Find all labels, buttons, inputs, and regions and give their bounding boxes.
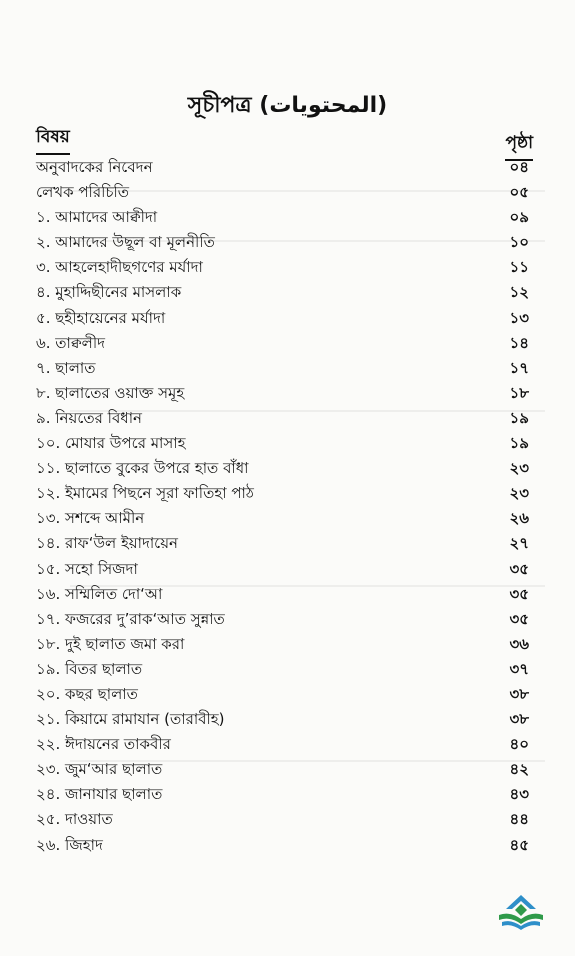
toc-entry xyxy=(0,430,575,455)
toc-entry-page: ৪৫ xyxy=(509,835,529,854)
toc-entry xyxy=(0,305,575,330)
toc-entry-label: ৬. তাক্বলীদ xyxy=(36,333,106,352)
toc-entry xyxy=(0,380,575,405)
toc-entry-page: ৩৭ xyxy=(509,659,529,678)
toc-entry-page: ৩৫ xyxy=(509,609,529,628)
toc-entry-label: ৪. মুহাদ্দিছীনের মাসলাক xyxy=(36,283,182,302)
toc-entry xyxy=(0,254,575,279)
toc-entry-page: ২৩ xyxy=(509,459,529,478)
book-logo-icon xyxy=(496,891,546,933)
toc-entry xyxy=(0,405,575,430)
toc-entry xyxy=(0,656,575,681)
toc-entry-page: ১৩ xyxy=(509,308,529,327)
toc-entry-page: ৪৪ xyxy=(509,810,529,829)
toc-entry-label: ৩. আহলেহাদীছগণের মর্যাদা xyxy=(36,258,203,277)
toc-entry-label: ৫. ছহীহায়েনের মর্যাদা xyxy=(36,308,166,327)
page-header: পৃষ্ঠা xyxy=(505,130,533,161)
toc-entry xyxy=(0,706,575,731)
toc-entry-page: ০৯ xyxy=(509,208,529,227)
toc-entry xyxy=(0,606,575,631)
toc-entry xyxy=(0,832,575,857)
toc-entry-page: ০৪ xyxy=(509,158,529,176)
toc-entry xyxy=(0,530,575,555)
toc-entry xyxy=(0,355,575,380)
toc-entry-page: ১২ xyxy=(509,283,529,302)
toc-entry xyxy=(0,781,575,806)
toc-entry-page: ২৩ xyxy=(509,484,529,503)
toc-entry-page: ৩৬ xyxy=(509,634,529,653)
toc-entry xyxy=(0,581,575,606)
toc-entry-page: ৩৮ xyxy=(509,710,529,729)
toc-entry xyxy=(0,731,575,756)
toc-entry-label: ২. আমাদের উছূল বা মূলনীতি xyxy=(36,233,215,252)
toc-entry-page: ৪২ xyxy=(509,760,529,779)
toc-entry-label: ১৭. ফজরের দু’রাক‘আত সুন্নাত xyxy=(36,609,225,628)
toc-entry-page: ১৭ xyxy=(509,358,529,377)
toc-entry xyxy=(0,204,575,229)
toc-entry-label: ১. আমাদের আক্বীদা xyxy=(36,208,158,227)
toc-entry xyxy=(0,279,575,304)
toc-entry-label: ১৩. সশব্দে আমীন xyxy=(36,509,145,528)
toc-entry-page: ৩৫ xyxy=(509,559,529,578)
toc-entry xyxy=(0,455,575,480)
toc-entry-page: ৩৫ xyxy=(509,584,529,603)
toc-entry xyxy=(0,179,575,204)
toc-entry-label: লেখক পরিচিতি xyxy=(36,183,130,202)
toc-entry xyxy=(0,505,575,530)
toc-entry-label: ৯. নিয়তের বিধান xyxy=(36,408,143,427)
toc-entry-label: ২০. কছর ছালাত xyxy=(36,684,138,703)
toc-entry-page: ০৫ xyxy=(509,183,529,202)
toc-entry xyxy=(0,330,575,355)
toc-entry-label: ৮. ছালাতের ওয়াক্ত সমূহ xyxy=(36,383,185,402)
toc-entry-label: ২১. কিয়ামে রামাযান (তারাবীহ) xyxy=(36,710,225,729)
toc-entry xyxy=(0,756,575,781)
toc-entry-page: ১০ xyxy=(509,233,529,252)
toc-entry-label: ২৩. জুম‘আর ছালাত xyxy=(36,760,163,779)
toc-entry-label: ১০. মোযার উপরে মাসাহ xyxy=(36,434,186,453)
toc-entry xyxy=(0,480,575,505)
toc-entry-page: ১৯ xyxy=(509,434,529,453)
subject-header: বিষয় xyxy=(36,124,70,155)
toc-entry-label: ১৮. দুই ছালাত জমা করা xyxy=(36,634,185,653)
toc-entry-label: ২৬. জিহাদ xyxy=(36,835,103,854)
toc-entry-page: ১৪ xyxy=(509,333,529,352)
toc-entry-page: ৪০ xyxy=(509,735,529,754)
toc-entry-page: ২৬ xyxy=(509,509,529,528)
toc-entry xyxy=(0,631,575,656)
toc-entry-page: ৩৮ xyxy=(509,684,529,703)
toc-entry-label: ১৯. বিতর ছালাত xyxy=(36,659,143,678)
toc-entry-label: ২৪. জানাযার ছালাত xyxy=(36,785,163,804)
toc-entry-label: ২৫. দাওয়াত xyxy=(36,810,113,829)
toc-entry-page: ৪৩ xyxy=(509,785,529,804)
toc-entry-label: ১৬. সম্মিলিত দো‘আ xyxy=(36,584,163,603)
toc-entry xyxy=(0,681,575,706)
toc-entry-label: ১৪. রাফ‘উল ইয়াদায়েন xyxy=(36,534,178,553)
toc-entry-label: ১৫. সহো সিজদা xyxy=(36,559,138,578)
toc-entry-page: ১৮ xyxy=(509,383,529,402)
toc-entry-label: ১২. ইমামের পিছনে সূরা ফাতিহা পাঠ xyxy=(36,484,254,503)
toc-entry-page: ১১ xyxy=(509,258,529,277)
toc-entry xyxy=(0,556,575,581)
page-title: সূচীপত্র (المحتويات) xyxy=(187,93,388,118)
toc-entry xyxy=(0,806,575,831)
toc-entry-label: ৭. ছালাত xyxy=(36,358,96,377)
toc-list xyxy=(0,154,575,857)
toc-entry-page: ২৭ xyxy=(509,534,529,553)
toc-entry xyxy=(0,229,575,254)
toc-entry-label: ১১. ছালাতে বুকের উপরে হাত বাঁধা xyxy=(36,459,249,478)
toc-entry xyxy=(0,154,575,179)
toc-entry-label: ২২. ঈদায়নের তাকবীর xyxy=(36,735,171,754)
toc-entry-label: অনুবাদকের নিবেদন xyxy=(36,158,153,176)
toc-entry-page: ১৯ xyxy=(509,408,529,427)
